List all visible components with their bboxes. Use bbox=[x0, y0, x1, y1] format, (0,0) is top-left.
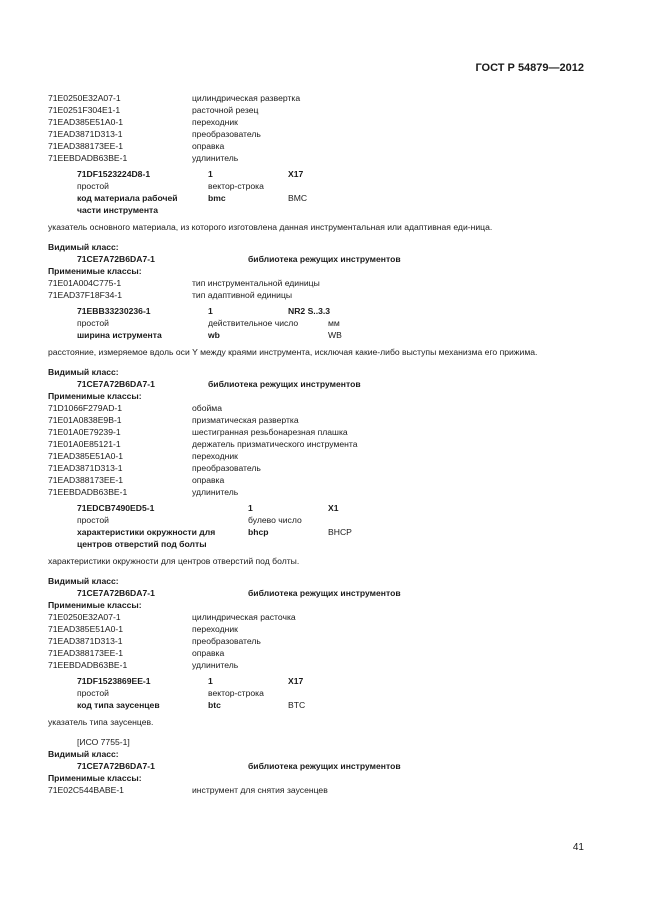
property-description: характеристики окружности для центров отверстий под болты. bbox=[48, 556, 300, 566]
property-name: характеристики окружности для bbox=[77, 527, 216, 537]
property-name: код материала рабочей bbox=[77, 193, 178, 203]
class-row: 71E01A0E85121-1 держатель призматического инструмента bbox=[48, 439, 358, 449]
property-description: расстояние, измеряемое вдоль оси Y между краями инструмента, исключая какие-либо выступы механизма его прижима. bbox=[48, 347, 538, 357]
reference: [ИСО 7755-1] bbox=[77, 737, 130, 747]
applicable-classes-label: Применимые классы: bbox=[48, 266, 142, 276]
class-row: 71E01A0838E9B-1 призматическая развертка bbox=[48, 415, 299, 425]
class-list bbox=[48, 92, 586, 164]
visible-class: 71CE7A72B6DA7-1 библиотека режущих инструментов bbox=[77, 254, 401, 264]
applicable-classes-label: Применимые классы: bbox=[48, 773, 142, 783]
class-row: 71EAD388173EE-1 оправка bbox=[48, 648, 225, 658]
property-block: 71DF1523224D8-1 1 X17 простой вектор-строка код материала рабочей bmc BMC части инструмента bbox=[77, 169, 308, 215]
visible-class: 71CE7A72B6DA7-1 библиотека режущих инструментов bbox=[77, 379, 361, 389]
class-row: 71D1066F279AD-1 обойма bbox=[48, 403, 222, 413]
property-block: 71EBB33230236-1 1 NR2 S..3.3 простой действительное число мм ширина иструмента wb WB bbox=[77, 306, 342, 340]
class-row: 71EEBDADB63BE-1 удлинитель bbox=[48, 660, 239, 670]
applicable-classes-label: Применимые классы: bbox=[48, 600, 142, 610]
class-row: 71EAD3871D313-1 преобразователь bbox=[48, 463, 261, 473]
property-id: 71EDCB7490ED5-1 bbox=[77, 503, 155, 513]
applicable-classes-label: Применимые классы: bbox=[48, 391, 142, 401]
class-row: 71EAD388173EE-1 оправка bbox=[48, 141, 225, 151]
class-row: 71E01A004C775-1 тип инструментальной единицы bbox=[48, 278, 320, 288]
class-row: 71E0251F304E1-1 расточной резец bbox=[48, 105, 259, 115]
property-description: указатель типа заусенцев. bbox=[48, 717, 154, 727]
visible-class-label: Видимый класс: bbox=[48, 242, 119, 252]
property-id: 71DF1523224D8-1 bbox=[77, 169, 151, 179]
property-block: 71DF1523869EE-1 1 X17 простой вектор-строка код типа заусенцев btc BTC bbox=[77, 676, 306, 710]
property-name: код типа заусенцев bbox=[77, 700, 160, 710]
class-row: 71EEBDADB63BE-1 удлинитель bbox=[48, 153, 239, 163]
class-row: 71E02C544BABE-1 инструмент для снятия заусенцев bbox=[48, 785, 328, 795]
visible-class: 71CE7A72B6DA7-1 библиотека режущих инструментов bbox=[77, 588, 401, 598]
class-row: 71E01A0E79239-1 шестигранная резьбонарезная плашка bbox=[48, 427, 348, 437]
standard-header: ГОСТ Р 54879—2012 bbox=[475, 62, 584, 74]
class-row: 71EAD385E51A0-1 переходник bbox=[48, 117, 238, 127]
property-id: 71EBB33230236-1 bbox=[77, 306, 151, 316]
page-number: 41 bbox=[572, 842, 584, 853]
class-row: 71EAD385E51A0-1 переходник bbox=[48, 624, 238, 634]
class-row: 71EAD388173EE-1 оправка bbox=[48, 475, 225, 485]
property-name: ширина иструмента bbox=[77, 330, 162, 340]
class-row: 71EAD37F18F34-1 тип адаптивной единицы bbox=[48, 290, 293, 300]
class-row: 71EAD3871D313-1 преобразователь bbox=[48, 636, 261, 646]
class-row: 71EEBDADB63BE-1 удлинитель bbox=[48, 487, 239, 497]
class-row: 71E0250E32A07-1 цилиндрическая развертка bbox=[48, 93, 301, 103]
page-content bbox=[48, 92, 586, 796]
visible-class-label: Видимый класс: bbox=[48, 749, 119, 759]
property-description: указатель основного материала, из которого изготовлена данная инструментальная или адаптивная еди-ница. bbox=[48, 222, 493, 232]
visible-class-label: Видимый класс: bbox=[48, 367, 119, 377]
property-block: 71EDCB7490ED5-1 1 X1 простой булево число характеристики окружности для bhcp BHCP центров отверстий под болты bbox=[77, 503, 352, 549]
class-row: 71EAD385E51A0-1 переходник bbox=[48, 451, 238, 461]
visible-class: 71CE7A72B6DA7-1 библиотека режущих инструментов bbox=[77, 761, 401, 771]
visible-class-label: Видимый класс: bbox=[48, 576, 119, 586]
class-row: 71E0250E32A07-1 цилиндрическая расточка bbox=[48, 612, 296, 622]
class-row: 71EAD3871D313-1 преобразователь bbox=[48, 129, 261, 139]
property-id: 71DF1523869EE-1 bbox=[77, 676, 151, 686]
